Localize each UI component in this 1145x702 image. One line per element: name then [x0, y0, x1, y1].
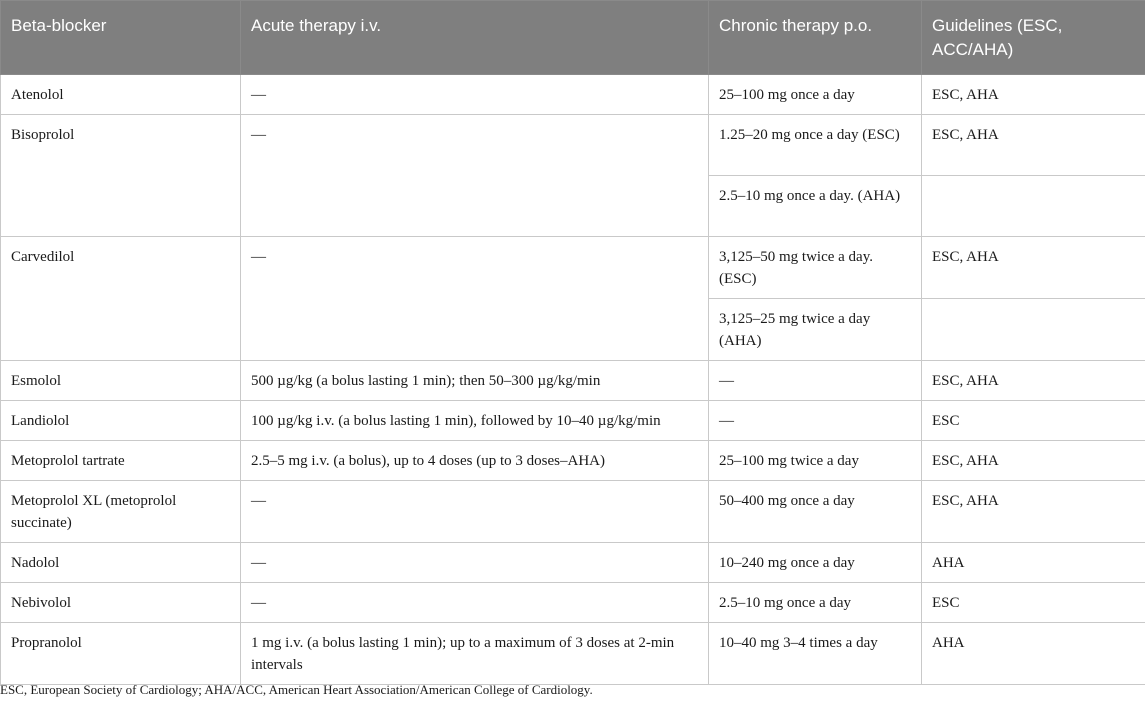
guidelines-cell: ESC, AHA [922, 481, 1145, 543]
header-guidelines: Guidelines (ESC, ACC/AHA) [922, 1, 1145, 75]
guidelines-cell: ESC, AHA [922, 361, 1145, 401]
chronic-cell: 10–240 mg once a day [709, 543, 922, 583]
acute-cell: 2.5–5 mg i.v. (a bolus), up to 4 doses (up to 3 doses–AHA) [241, 441, 709, 481]
table-row [1, 481, 1145, 543]
guidelines-cell: AHA [922, 543, 1145, 583]
table-row [1, 75, 1145, 115]
guidelines-cell: ESC [922, 583, 1145, 623]
chronic-cell: 2.5–10 mg once a day. (AHA) [709, 176, 922, 237]
table-row [1, 361, 1145, 401]
chronic-cell: — [709, 361, 922, 401]
table-row [1, 441, 1145, 481]
drug-cell: Metoprolol XL (metoprolol succinate) [1, 481, 241, 543]
chronic-cell: — [709, 401, 922, 441]
drug-cell: Landiolol [1, 401, 241, 441]
acute-cell: 1 mg i.v. (a bolus lasting 1 min); up to a maximum of 3 doses at 2-min intervals [241, 623, 709, 685]
drug-cell: Esmolol [1, 361, 241, 401]
chronic-cell: 50–400 mg once a day [709, 481, 922, 543]
header-beta-blocker: Beta-blocker [1, 1, 241, 75]
guidelines-cell: ESC, AHA [922, 115, 1145, 176]
table-row [1, 623, 1145, 685]
table-row [1, 237, 1145, 299]
chronic-cell: 3,125–25 mg twice a day (AHA) [709, 299, 922, 361]
table-row [1, 401, 1145, 441]
chronic-cell: 25–100 mg once a day [709, 75, 922, 115]
chronic-cell: 2.5–10 mg once a day [709, 583, 922, 623]
chronic-cell: 3,125–50 mg twice a day. (ESC) [709, 237, 922, 299]
acute-cell: — [241, 75, 709, 115]
acute-cell: 100 µg/kg i.v. (a bolus lasting 1 min), followed by 10–40 µg/kg/min [241, 401, 709, 441]
acute-cell: 500 µg/kg (a bolus lasting 1 min); then 50–300 µg/kg/min [241, 361, 709, 401]
chronic-cell: 1.25–20 mg once a day (ESC) [709, 115, 922, 176]
acute-cell: — [241, 481, 709, 543]
acute-cell: — [241, 237, 709, 361]
table-row [1, 543, 1145, 583]
drug-cell: Metoprolol tartrate [1, 441, 241, 481]
guidelines-cell [922, 299, 1145, 361]
table-row [1, 583, 1145, 623]
acute-cell: — [241, 583, 709, 623]
guidelines-cell: ESC, AHA [922, 237, 1145, 299]
acute-cell: — [241, 543, 709, 583]
guidelines-cell: AHA [922, 623, 1145, 685]
table-row [1, 115, 1145, 176]
header-acute-therapy: Acute therapy i.v. [241, 1, 709, 75]
drug-cell: Bisoprolol [1, 115, 241, 237]
table-footnote: ESC, European Society of Cardiology; AHA/ACC, American Heart Association/American College of Cardiology. [0, 682, 593, 697]
guidelines-cell: ESC, AHA [922, 441, 1145, 481]
drug-cell: Atenolol [1, 75, 241, 115]
header-chronic-therapy: Chronic therapy p.o. [709, 1, 922, 75]
acute-cell: — [241, 115, 709, 237]
chronic-cell: 10–40 mg 3–4 times a day [709, 623, 922, 685]
guidelines-cell: ESC [922, 401, 1145, 441]
guidelines-cell: ESC, AHA [922, 75, 1145, 115]
drug-cell: Propranolol [1, 623, 241, 685]
drug-cell: Nebivolol [1, 583, 241, 623]
drug-cell: Nadolol [1, 543, 241, 583]
chronic-cell: 25–100 mg twice a day [709, 441, 922, 481]
drug-cell: Carvedilol [1, 237, 241, 361]
table-header-row [1, 1, 1145, 75]
guidelines-cell [922, 176, 1145, 237]
